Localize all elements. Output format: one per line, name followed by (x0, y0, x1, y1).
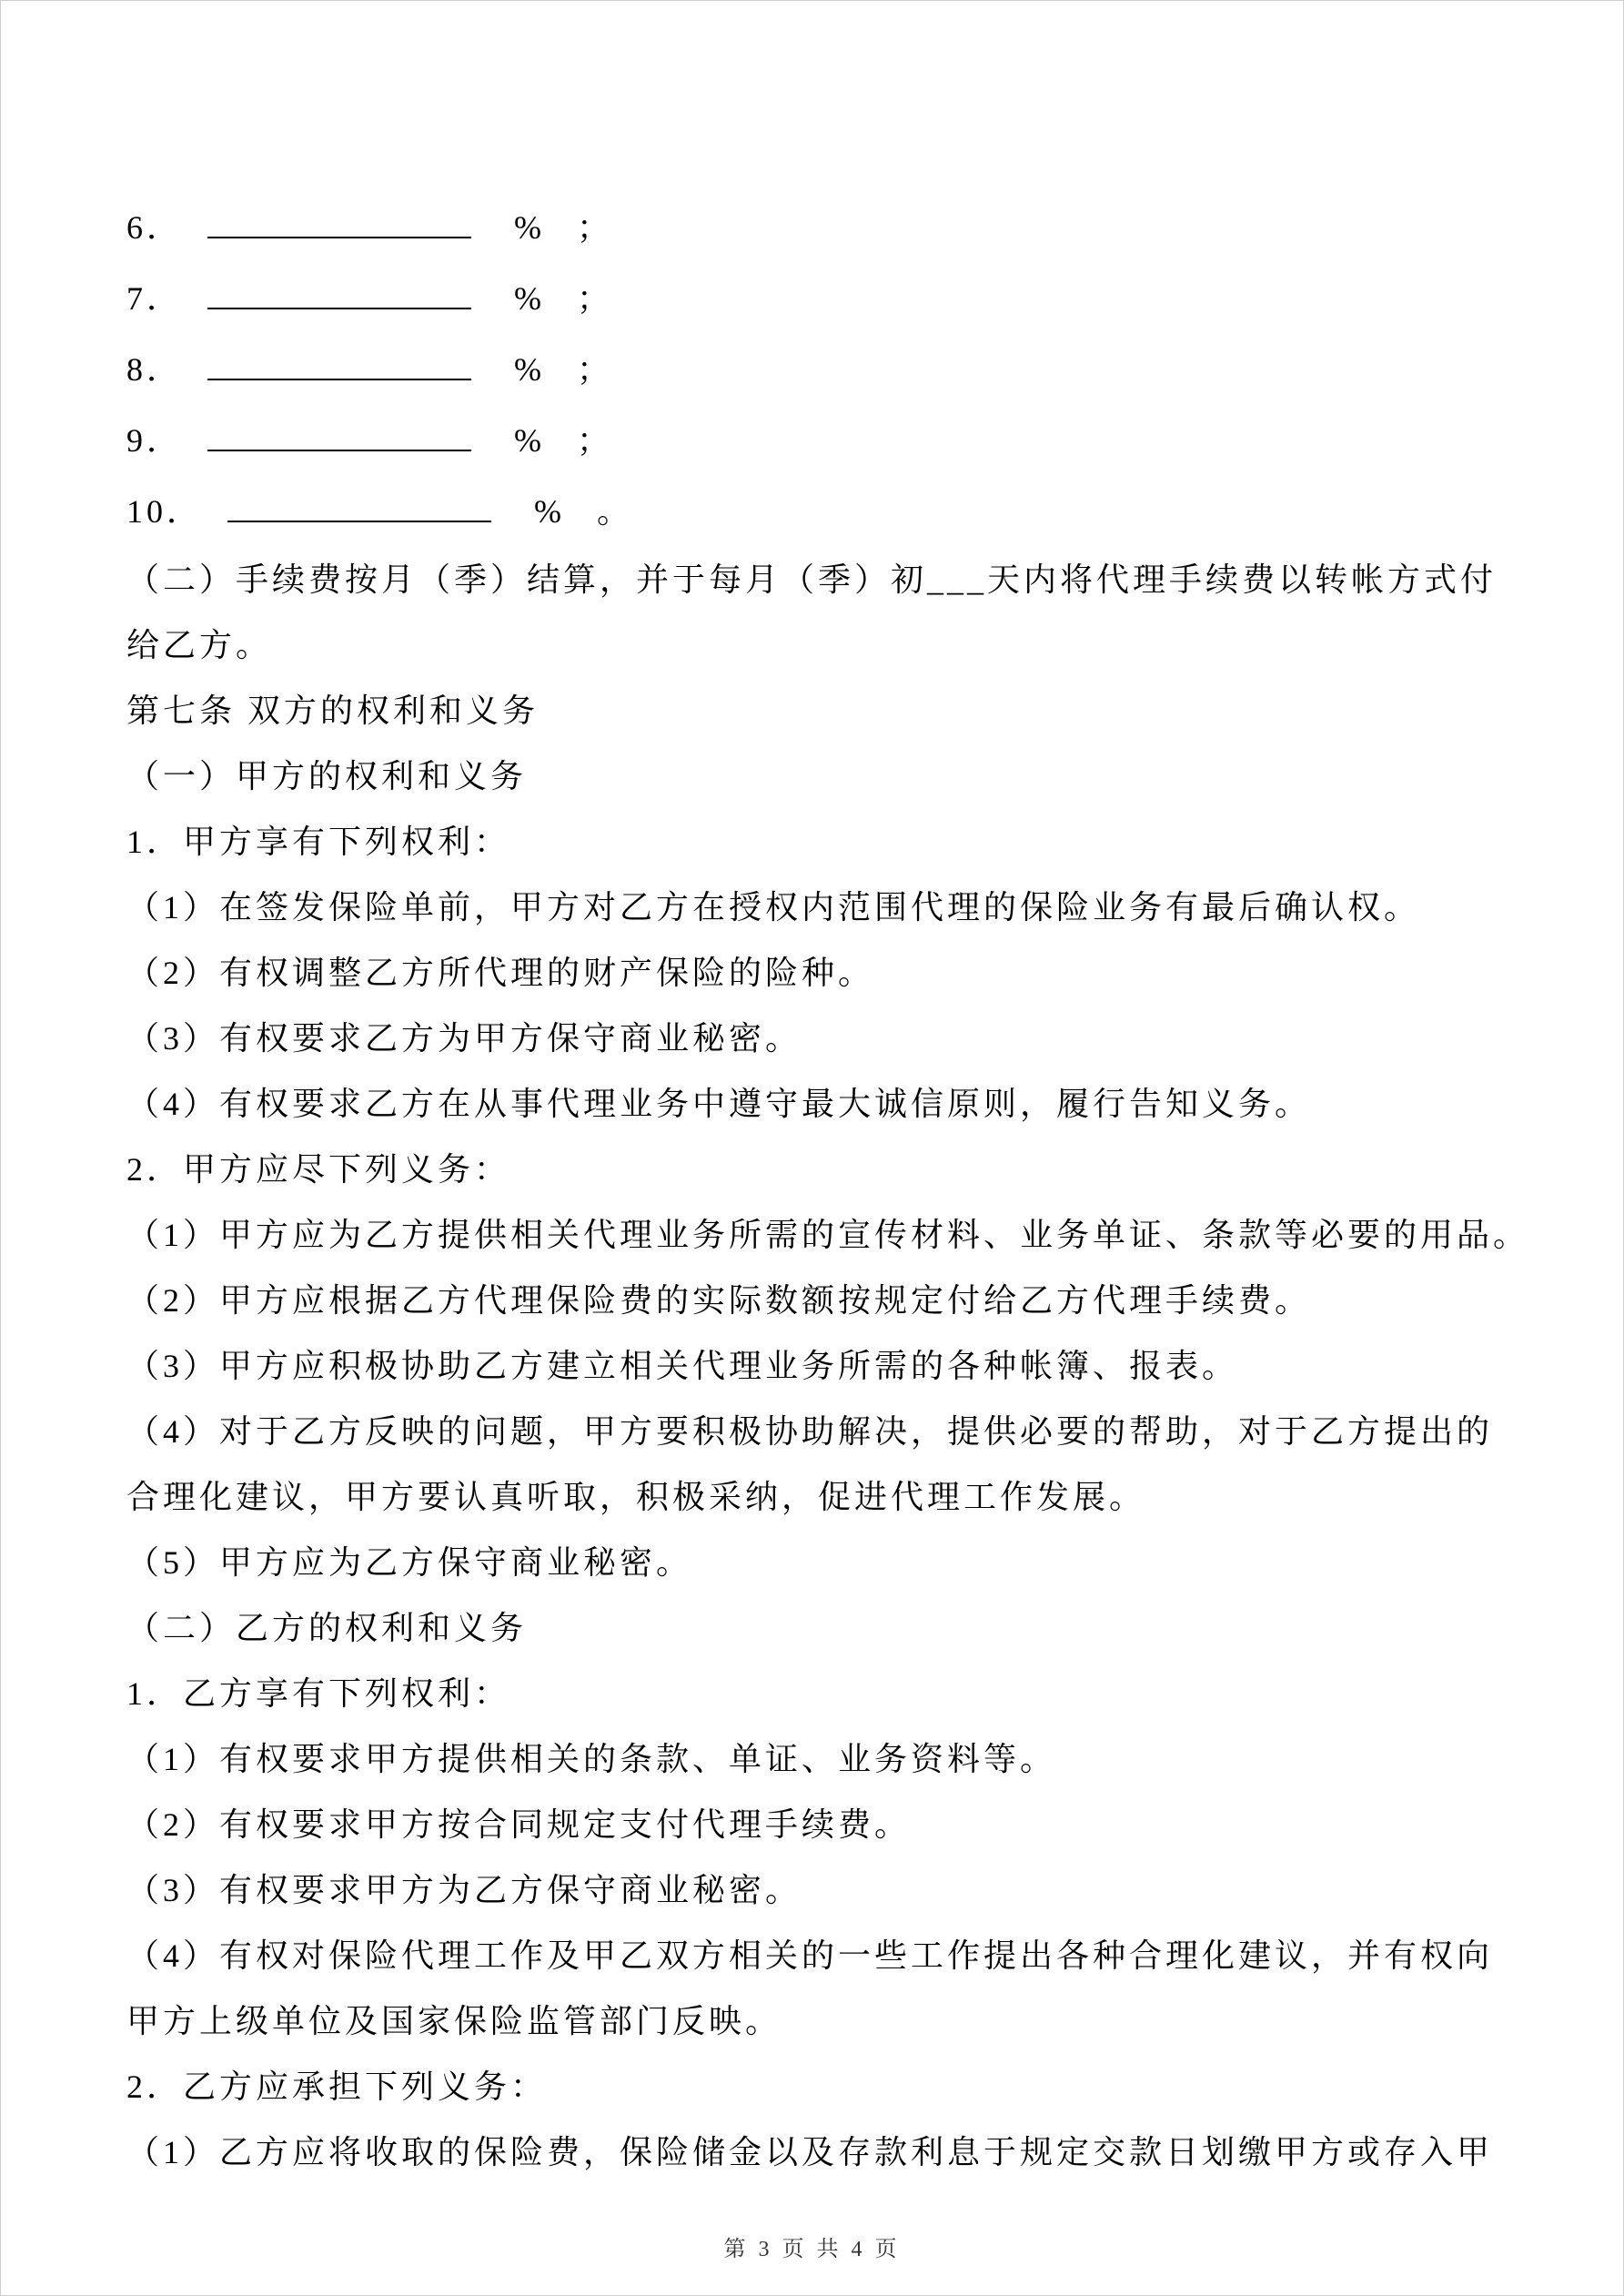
paragraph-line: （4）对于乙方反映的问题，甲方要积极协助解决，提供必要的帮助，对于乙方提出的 (126, 1413, 1494, 1450)
punctuation-mark: ； (577, 280, 614, 317)
paragraph-line: 给乙方。 (126, 627, 273, 663)
paragraph-line: （1）甲方应为乙方提供相关代理业务所需的宣传材料、业务单证、条款等必要的用品。 (126, 1217, 1530, 1253)
paragraph-line: 1．乙方享有下列权利： (126, 1675, 511, 1712)
fill-in-blank-line (207, 415, 471, 451)
percent-sign: % (514, 351, 546, 388)
paragraph-line: （1）在签发保险单前，甲方对乙方在授权内范围代理的保险业务有最后确认权。 (126, 889, 1421, 925)
paragraph-line: （3）有权要求甲方为乙方保守商业秘密。 (126, 1872, 802, 1908)
blank-list-item (126, 334, 1505, 405)
paragraph-line: （二）乙方的权利和义务 (126, 1610, 528, 1646)
paragraph-line: （一）甲方的权利和义务 (126, 758, 528, 794)
paragraph-line: （2）有权要求甲方按合同规定支付代理手续费。 (126, 1806, 912, 1843)
paragraph-line: （3）甲方应积极协助乙方建立相关代理业务所需的各种帐簿、报表。 (126, 1348, 1239, 1384)
item-number: 6． (126, 209, 184, 246)
blank-list-item (126, 192, 1505, 263)
paragraph-line: （二）手续费按月（季）结算，并于每月（季）初___天内将代理手续费以转帐方式付 (126, 561, 1498, 598)
item-number: 7． (126, 280, 184, 317)
punctuation-mark: ； (577, 351, 614, 388)
paragraph-line: 1．甲方享有下列权利： (126, 824, 511, 860)
blank-list-item (126, 476, 1505, 547)
blank-list-item (126, 405, 1505, 476)
paragraph-line: （3）有权要求乙方为甲方保守商业秘密。 (126, 1020, 802, 1057)
paragraph-line: （2）有权调整乙方所代理的财产保险的险种。 (126, 955, 875, 991)
fill-in-blank-line (207, 344, 471, 380)
blank-list-item (126, 263, 1505, 334)
paragraph-line: 2．甲方应尽下列义务： (126, 1151, 511, 1188)
paragraph-line: （4）有权对保险代理工作及甲乙双方相关的一些工作提出各种合理化建议，并有权向 (126, 1937, 1494, 1974)
fill-in-blank-line (227, 486, 491, 522)
fill-in-blank-line (207, 273, 471, 309)
document-content (126, 192, 1530, 2185)
percent-sign: % (514, 280, 546, 317)
percent-sign: % (514, 209, 546, 246)
paragraph-line: 2．乙方应承担下列义务： (126, 2068, 548, 2105)
paragraph-line: （4）有权要求乙方在从事代理业务中遵守最大诚信原则，履行告知义务。 (126, 1086, 1312, 1122)
punctuation-mark: 。 (597, 493, 634, 530)
paragraph-line: 合理化建议，甲方要认真听取，积极采纳，促进代理工作发展。 (126, 1479, 1146, 1515)
page-footer: 第 3 页 共 4 页 (723, 2238, 901, 2261)
paragraph-line: 第七条 双方的权利和义务 (126, 693, 540, 729)
punctuation-mark: ； (577, 422, 614, 459)
percent-sign: % (534, 493, 566, 530)
item-number: 9． (126, 422, 184, 459)
paragraph-line: （2）甲方应根据乙方代理保险费的实际数额按规定付给乙方代理手续费。 (126, 1282, 1312, 1319)
paragraph-line: （1）有权要求甲方提供相关的条款、单证、业务资料等。 (126, 1741, 1057, 1777)
paragraph-line: 甲方上级单位及国家保险监管部门反映。 (126, 2003, 782, 2039)
item-number: 10． (126, 493, 204, 530)
item-number: 8． (126, 351, 184, 388)
punctuation-mark: ； (577, 209, 614, 246)
percent-sign: % (514, 422, 546, 459)
paragraph-line: （1）乙方应将收取的保险费，保险储金以及存款利息于规定交款日划缴甲方或存入甲 (126, 2134, 1494, 2170)
paragraph-line: （5）甲方应为乙方保守商业秘密。 (126, 1544, 693, 1581)
fill-in-blank-line (207, 202, 471, 238)
